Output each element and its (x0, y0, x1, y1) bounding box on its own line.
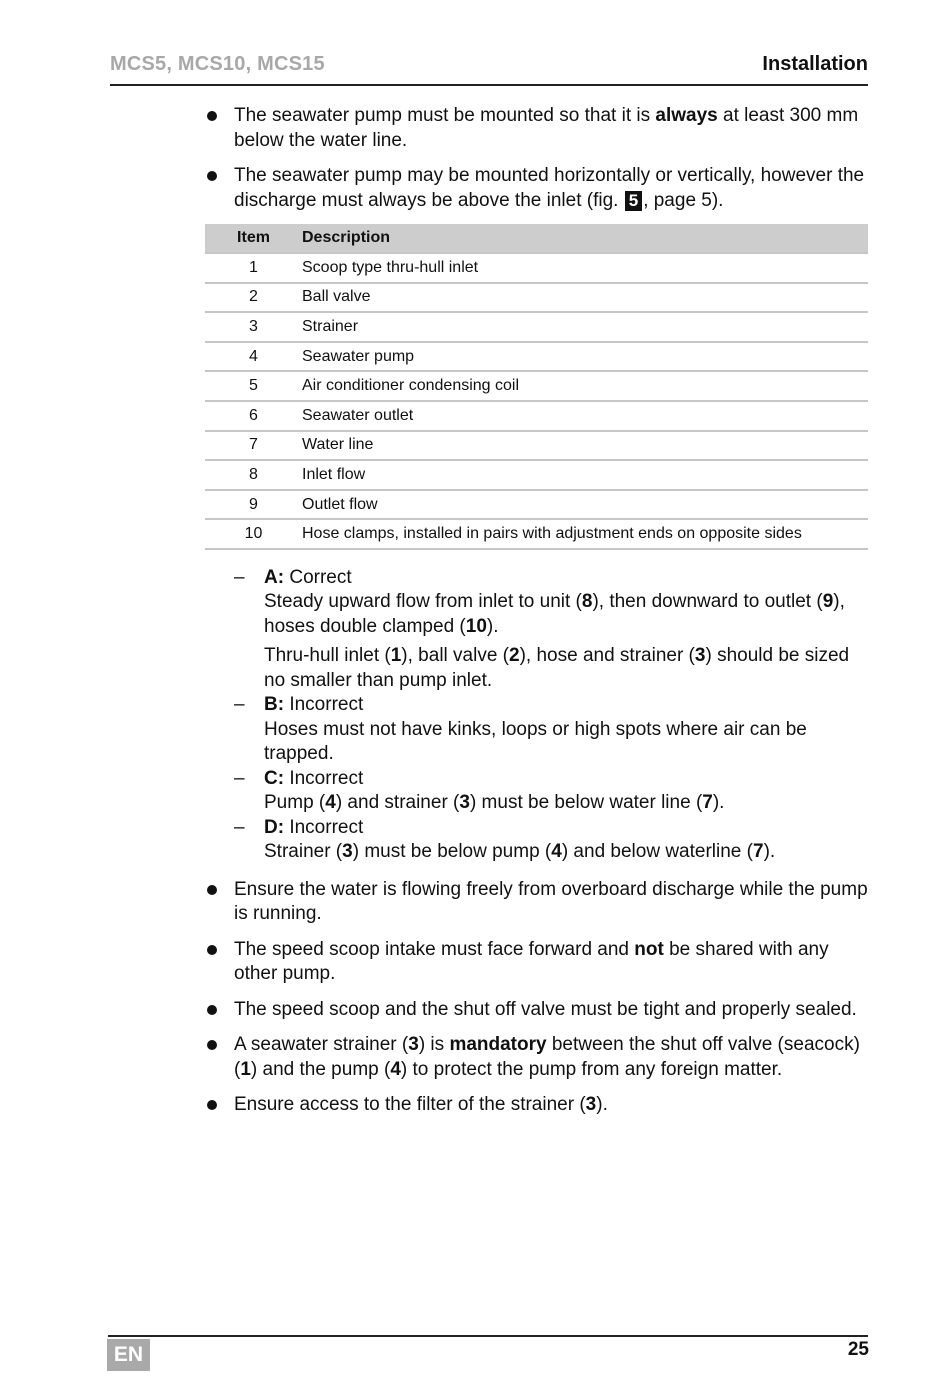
item-description: Outlet flow (302, 490, 868, 520)
bullet-item (205, 878, 868, 927)
bold-text: 4 (325, 792, 336, 814)
text-run: ). (486, 615, 499, 637)
configuration-list (234, 566, 868, 865)
text-run: ), then downward to outlet ( (592, 591, 823, 613)
text-run: Hoses must not have kinks, loops or high spots where air can be trapped. (264, 718, 807, 765)
text-run: be shared with any other pump. (234, 938, 829, 985)
dash-mark: – (234, 816, 245, 838)
text-run: ), hoses double clamped ( (264, 591, 845, 637)
item-table (205, 224, 868, 550)
bold-text: 2 (509, 645, 520, 667)
bold-text: mandatory (449, 1034, 547, 1056)
bold-text: 3 (694, 645, 706, 667)
bold-text: 1 (240, 1058, 251, 1080)
text-run: ) must be below water line ( (469, 792, 703, 814)
dash-mark: – (234, 767, 245, 789)
bold-text: 9 (822, 591, 834, 613)
page-header (110, 50, 868, 86)
bold-text: 3 (408, 1034, 419, 1056)
item-description: Ball valve (302, 283, 868, 313)
configuration-text (264, 590, 868, 639)
configuration-item (234, 816, 868, 865)
configuration-heading (264, 816, 868, 841)
item-number: 6 (205, 401, 302, 431)
item-description: Air conditioner condensing coil (302, 371, 868, 401)
text-run: ), ball valve ( (401, 645, 509, 667)
dash-mark: – (234, 566, 245, 588)
bullet-dot-icon (207, 111, 217, 121)
text-run: between the shut off valve (seacock) ( (234, 1034, 860, 1080)
page-content (205, 104, 868, 1129)
item-number: 8 (205, 460, 302, 490)
table-row (205, 519, 868, 549)
language-badge: EN (107, 1339, 150, 1371)
bold-text: 3 (585, 1094, 597, 1116)
column-header-description: Description (302, 224, 868, 253)
bullet-item (205, 998, 868, 1023)
item-description: Strainer (302, 312, 868, 342)
bullet-dot-icon (207, 945, 217, 955)
configuration-item (234, 566, 868, 694)
table-row (205, 312, 868, 342)
bullet-item (205, 1093, 868, 1118)
bold-text: 7 (752, 841, 764, 863)
configuration-item (234, 693, 868, 767)
bold-text: 7 (702, 792, 713, 814)
configuration-heading (264, 566, 868, 591)
bullet-item: The seawater pump may be mounted horizontally or vertically, however the discharge must always be above the inlet (fig. 5 , page 5). (205, 164, 868, 213)
item-number: 7 (205, 431, 302, 461)
item-description: Hose clamps, installed in pairs with adjustment ends on opposite sides (302, 519, 868, 549)
configuration-label: C: (264, 767, 285, 789)
table-row (205, 283, 868, 313)
text-run: Ensure the water is flowing freely from overboard discharge while the pump is running. (234, 878, 868, 925)
configuration-heading (264, 767, 868, 792)
footer-divider (108, 1335, 868, 1337)
text-run: ), hose and strainer ( (519, 645, 695, 667)
bold-text: 4 (551, 841, 562, 863)
text-run: ). (596, 1094, 608, 1116)
column-header-item: Item (205, 224, 302, 253)
text-run: ). (712, 792, 725, 814)
item-description: Seawater pump (302, 342, 868, 372)
configuration-status: Correct (284, 566, 352, 588)
text-run: ) is (418, 1034, 450, 1056)
item-number: 3 (205, 312, 302, 342)
text-run: ). (763, 841, 776, 863)
bold-text: 1 (390, 645, 402, 667)
item-number: 1 (205, 253, 302, 283)
item-number: 10 (205, 519, 302, 549)
item-description: Seawater outlet (302, 401, 868, 431)
bold-text: 3 (459, 792, 470, 814)
bold-text: 3 (342, 841, 353, 863)
bullet-dot-icon (207, 1005, 217, 1015)
configuration-item (234, 767, 868, 816)
bold-text: not (634, 938, 664, 960)
bullet-item (205, 1033, 868, 1082)
text-run: ) should be sized no smaller than pump inlet. (264, 645, 850, 691)
table-row (205, 342, 868, 372)
configuration-status: Incorrect (284, 694, 364, 716)
page-number: 25 (847, 1339, 869, 1360)
table-header-row (205, 224, 868, 253)
text-run: The speed scoop and the shut off valve must be tight and properly sealed. (234, 998, 857, 1020)
configuration-label: D: (264, 816, 285, 838)
text-run: ) must be below pump ( (352, 841, 552, 863)
item-description: Scoop type thru-hull inlet (302, 253, 868, 283)
item-description: Water line (302, 431, 868, 461)
configuration-text (264, 791, 868, 816)
product-models: MCS5, MCS10, MCS15 (110, 53, 325, 75)
bullet-item (205, 938, 868, 987)
bullet-dot-icon (207, 1040, 217, 1050)
bold-text: 4 (390, 1058, 401, 1080)
section-title: Installation (762, 53, 868, 75)
configuration-status: Incorrect (284, 767, 364, 789)
text-run: ) and below waterline ( (561, 841, 753, 863)
table-row (205, 371, 868, 401)
closing-bullet-list (205, 878, 868, 1118)
dash-mark: – (234, 694, 245, 716)
bold-text: 10 (465, 615, 487, 637)
bullet-dot-icon (207, 171, 217, 181)
configuration-text (264, 718, 868, 767)
figure-reference-badge: 5 (625, 191, 642, 211)
item-number: 5 (205, 371, 302, 401)
text-run: Steady upward flow from inlet to unit ( (264, 591, 582, 613)
bold-text: 8 (581, 591, 593, 613)
configuration-text (264, 840, 868, 865)
item-number: 2 (205, 283, 302, 313)
item-description: Inlet flow (302, 460, 868, 490)
text-run: Strainer ( (264, 841, 343, 863)
item-number: 4 (205, 342, 302, 372)
table-row (205, 431, 868, 461)
table-row (205, 253, 868, 283)
text-run: Ensure access to the filter of the strainer ( (234, 1094, 586, 1116)
bullet-dot-icon (207, 885, 217, 895)
bullet-item: The seawater pump must be mounted so that it is always at least 300 mm below the water line. (205, 104, 868, 153)
table-row (205, 490, 868, 520)
configuration-status: Incorrect (284, 816, 364, 838)
text-run: The speed scoop intake must face forward and (234, 938, 635, 960)
text-run: A seawater strainer ( (234, 1034, 409, 1056)
configuration-label: B: (264, 694, 285, 716)
bullet-dot-icon (207, 1100, 217, 1110)
configuration-text (264, 644, 868, 693)
configuration-heading (264, 693, 868, 718)
table-row (205, 401, 868, 431)
text-run: ) and the pump ( (250, 1058, 391, 1080)
table-row (205, 460, 868, 490)
text-run: ) and strainer ( (335, 792, 460, 814)
item-number: 9 (205, 490, 302, 520)
text-run: Pump ( (264, 792, 326, 814)
text-run: Thru-hull inlet ( (264, 645, 391, 667)
configuration-label: A: (264, 566, 285, 588)
text-run: ) to protect the pump from any foreign matter. (400, 1058, 783, 1080)
